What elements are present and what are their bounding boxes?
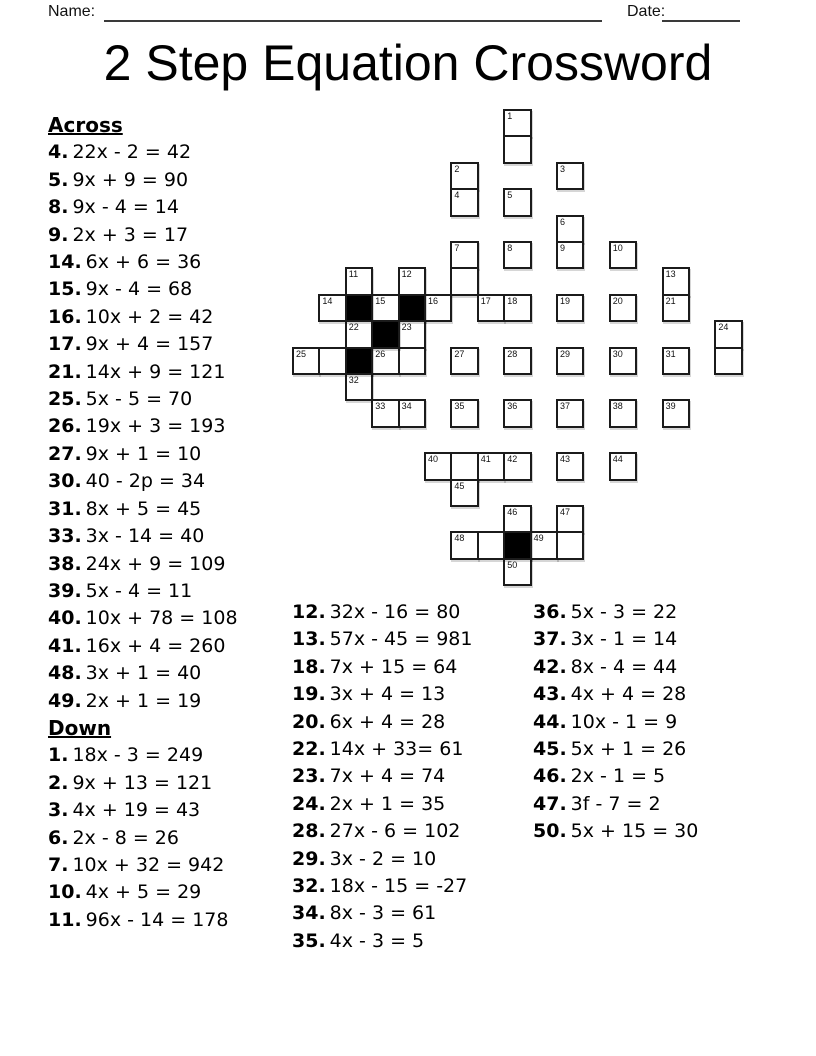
- clue-10: 10. 4x + 5 = 29: [48, 881, 202, 904]
- clue-21: 21. 14x + 9 = 121: [48, 360, 226, 383]
- clue-42: 42. 8x - 4 = 44: [533, 655, 678, 678]
- clue-34: 34. 8x - 3 = 61: [292, 902, 437, 925]
- clue-13: 13. 57x - 45 = 981: [292, 628, 473, 651]
- clue-2: 2. 9x + 13 = 121: [48, 771, 213, 794]
- clue-49: 49. 2x + 1 = 19: [48, 689, 202, 712]
- grid-cell[interactable]: [477, 531, 505, 559]
- grid-cell-8[interactable]: [503, 241, 531, 269]
- grid-cell-12[interactable]: [398, 267, 426, 295]
- cell-number: 42: [507, 454, 518, 465]
- down-clue-list-3: [533, 599, 698, 846]
- cell-number: 6: [560, 216, 566, 227]
- clue-39: 39. 5x - 4 = 11: [48, 579, 193, 602]
- grid-cell-16[interactable]: [424, 294, 452, 322]
- clue-9: 9. 2x + 3 = 17: [48, 223, 189, 246]
- across-clue-list: [48, 139, 238, 715]
- cell-number: 29: [560, 348, 571, 359]
- cell-number: 20: [612, 295, 623, 306]
- grid-cell-37[interactable]: [556, 399, 584, 427]
- cell-number: 39: [665, 401, 676, 412]
- grid-cell-black: [503, 531, 531, 559]
- cell-number: 22: [348, 322, 359, 333]
- clue-48: 48. 3x + 1 = 40: [48, 662, 202, 685]
- grid-cell-1[interactable]: [503, 109, 531, 137]
- grid-cell-18[interactable]: [503, 294, 531, 322]
- cell-number: 49: [533, 533, 544, 544]
- cell-number: 31: [665, 348, 676, 359]
- grid-cell-50[interactable]: [503, 558, 531, 586]
- cell-number: 1: [507, 111, 513, 121]
- grid-cell-black: [398, 294, 426, 322]
- cell-number: 46: [507, 507, 518, 517]
- grid-cell-27[interactable]: [450, 347, 478, 375]
- grid-cell-43[interactable]: [556, 452, 584, 480]
- clue-38: 38. 24x + 9 = 109: [48, 552, 226, 575]
- grid-cell-49[interactable]: [530, 531, 558, 559]
- cell-number: 12: [401, 269, 412, 280]
- clue-6: 6. 2x - 8 = 26: [48, 826, 179, 849]
- clue-column-3: [533, 599, 698, 846]
- grid-cell-10[interactable]: [609, 241, 637, 269]
- clue-1: 1. 18x - 3 = 249: [48, 744, 204, 767]
- clue-44: 44. 10x - 1 = 9: [533, 710, 678, 733]
- cell-number: 2: [454, 163, 460, 174]
- clue-33: 33. 3x - 14 = 40: [48, 525, 205, 548]
- grid-cell[interactable]: [450, 267, 478, 295]
- clue-11: 11. 96x - 14 = 178: [48, 908, 229, 931]
- cell-number: 36: [507, 401, 518, 412]
- clue-41: 41. 16x + 4 = 260: [48, 634, 226, 657]
- clue-29: 29. 3x - 2 = 10: [292, 847, 437, 870]
- cell-number: 44: [612, 454, 623, 465]
- grid-cell-21[interactable]: [662, 294, 690, 322]
- cell-number: 18: [507, 295, 518, 306]
- grid-cell-13[interactable]: [662, 267, 690, 295]
- cell-number: 43: [560, 454, 571, 465]
- cell-number: 48: [454, 533, 465, 544]
- cell-number: 25: [296, 348, 307, 359]
- cell-number: 35: [454, 401, 465, 412]
- grid-cell-4[interactable]: [450, 188, 478, 216]
- grid-cell-38[interactable]: [609, 399, 637, 427]
- clue-40: 40. 10x + 78 = 108: [48, 607, 238, 630]
- cell-number: 26: [375, 348, 386, 359]
- grid-cell[interactable]: [556, 531, 584, 559]
- grid-cell-42[interactable]: [503, 452, 531, 480]
- grid-cell-15[interactable]: [371, 294, 399, 322]
- grid-cell-black: [345, 294, 373, 322]
- grid-cell[interactable]: [503, 135, 531, 163]
- cell-number: 27: [454, 348, 465, 359]
- grid-cell-34[interactable]: [398, 399, 426, 427]
- cell-number: 17: [480, 295, 491, 306]
- grid-cell[interactable]: [398, 347, 426, 375]
- clue-column-2: [292, 599, 472, 955]
- grid-cell-36[interactable]: [503, 399, 531, 427]
- grid-cell-41[interactable]: [477, 452, 505, 480]
- across-heading: Across: [48, 113, 123, 137]
- down-heading: Down: [48, 715, 112, 740]
- cell-number: 11: [348, 269, 359, 280]
- grid-cell-26[interactable]: [371, 347, 399, 375]
- clue-23: 23. 7x + 4 = 74: [292, 765, 446, 788]
- clue-18: 18. 7x + 15 = 64: [292, 655, 458, 678]
- cell-number: 7: [454, 243, 460, 253]
- grid-cell-11[interactable]: [345, 267, 373, 295]
- grid-cell-5[interactable]: [503, 188, 531, 216]
- clue-7: 7. 10x + 32 = 942: [48, 853, 225, 876]
- clue-32: 32. 18x - 15 = -27: [292, 875, 468, 898]
- cell-number: 5: [507, 190, 513, 201]
- grid-cell-2[interactable]: [450, 162, 478, 190]
- grid-cell-7[interactable]: [450, 241, 478, 269]
- cell-number: 34: [401, 401, 412, 412]
- grid-cell-45[interactable]: [450, 479, 478, 507]
- clue-47: 47. 3f - 7 = 2: [533, 792, 661, 815]
- clue-14: 14. 6x + 6 = 36: [48, 251, 202, 274]
- cell-number: 32: [348, 375, 359, 385]
- cell-number: 16: [428, 295, 439, 306]
- clue-19: 19. 3x + 4 = 13: [292, 683, 446, 706]
- grid-cell[interactable]: [450, 452, 478, 480]
- cell-number: 14: [322, 295, 333, 306]
- clue-8: 8. 9x - 4 = 14: [48, 196, 179, 219]
- date-label: Date:: [627, 3, 666, 20]
- clue-43: 43. 4x + 4 = 28: [533, 683, 687, 706]
- cell-number: 8: [507, 243, 513, 253]
- cell-number: 24: [718, 322, 729, 333]
- clue-27: 27. 9x + 1 = 10: [48, 442, 202, 465]
- grid-cell-40[interactable]: [424, 452, 452, 480]
- clue-column-1: [48, 112, 238, 934]
- grid-cell-25[interactable]: [292, 347, 320, 375]
- grid-cell-29[interactable]: [556, 347, 584, 375]
- grid-cell-28[interactable]: [503, 347, 531, 375]
- clue-37: 37. 3x - 1 = 14: [533, 628, 678, 651]
- clue-26: 26. 19x + 3 = 193: [48, 415, 226, 438]
- grid-cell-24[interactable]: [714, 320, 742, 348]
- clue-30: 30. 40 - 2p = 34: [48, 470, 206, 493]
- cell-number: 4: [454, 190, 460, 201]
- clue-20: 20. 6x + 4 = 28: [292, 710, 446, 733]
- name-label: Name:: [48, 3, 96, 20]
- clue-25: 25. 5x - 5 = 70: [48, 388, 193, 411]
- clue-31: 31. 8x + 5 = 45: [48, 497, 202, 520]
- grid-cell[interactable]: [714, 347, 742, 375]
- grid-cell-44[interactable]: [609, 452, 637, 480]
- cell-number: 19: [560, 295, 571, 306]
- cell-number: 13: [665, 269, 676, 280]
- grid-cell-35[interactable]: [450, 399, 478, 427]
- cell-number: 38: [612, 401, 623, 412]
- grid-cell-30[interactable]: [609, 347, 637, 375]
- grid-cell-48[interactable]: [450, 531, 478, 559]
- down-clue-list-1: [48, 742, 238, 934]
- clue-5: 5. 9x + 9 = 90: [48, 168, 189, 191]
- grid-cell-black: [345, 347, 373, 375]
- grid-cell-23[interactable]: [398, 320, 426, 348]
- page-title: 2 Step Equation Crossword: [103, 35, 713, 91]
- clue-3: 3. 4x + 19 = 43: [48, 799, 201, 822]
- clue-15: 15. 9x - 4 = 68: [48, 278, 193, 301]
- cell-number: 47: [560, 507, 571, 517]
- cell-number: 10: [612, 243, 623, 253]
- cell-number: 40: [428, 454, 439, 465]
- cell-number: 21: [665, 295, 676, 306]
- cell-number: 28: [507, 348, 518, 359]
- clue-4: 4. 22x - 2 = 42: [48, 141, 192, 164]
- grid-cell[interactable]: [318, 347, 346, 375]
- grid-cell-6[interactable]: [556, 215, 584, 243]
- clue-36: 36. 5x - 3 = 22: [533, 601, 678, 623]
- clue-22: 22. 14x + 33= 61: [292, 738, 464, 761]
- grid-cell-47[interactable]: [556, 505, 584, 533]
- grid-cell-31[interactable]: [662, 347, 690, 375]
- grid-cell-22[interactable]: [345, 320, 373, 348]
- clue-45: 45. 5x + 1 = 26: [533, 738, 687, 761]
- grid-cell-33[interactable]: [371, 399, 399, 427]
- grid-cell-14[interactable]: [318, 294, 346, 322]
- grid-cell-black: [371, 320, 399, 348]
- cell-number: 41: [480, 454, 491, 465]
- cell-number: 23: [401, 322, 412, 333]
- cell-number: 33: [375, 401, 386, 412]
- clue-12: 12. 32x - 16 = 80: [292, 601, 461, 623]
- grid-cell-39[interactable]: [662, 399, 690, 427]
- clue-46: 46. 2x - 1 = 5: [533, 765, 666, 788]
- grid-cell-9[interactable]: [556, 241, 584, 269]
- cell-number: 15: [375, 295, 386, 306]
- down-clue-list-2: [292, 599, 472, 955]
- clue-17: 17. 9x + 4 = 157: [48, 333, 214, 356]
- cell-number: 30: [612, 348, 623, 359]
- grid-cell-32[interactable]: [345, 373, 373, 401]
- grid-cell-46[interactable]: [503, 505, 531, 533]
- grid-cell-20[interactable]: [609, 294, 637, 322]
- clue-28: 28. 27x - 6 = 102: [292, 820, 461, 843]
- cell-number: 3: [560, 163, 566, 174]
- cell-number: 9: [560, 243, 566, 253]
- cell-number: 50: [507, 559, 518, 570]
- cell-number: 37: [560, 401, 571, 412]
- cell-number: 45: [454, 480, 465, 491]
- clue-16: 16. 10x + 2 = 42: [48, 305, 214, 328]
- clue-50: 50. 5x + 15 = 30: [533, 820, 699, 843]
- grid-cell-17[interactable]: [477, 294, 505, 322]
- grid-cell-3[interactable]: [556, 162, 584, 190]
- clue-24: 24. 2x + 1 = 35: [292, 792, 446, 815]
- grid-cell-19[interactable]: [556, 294, 584, 322]
- clue-35: 35. 4x - 3 = 5: [292, 929, 425, 952]
